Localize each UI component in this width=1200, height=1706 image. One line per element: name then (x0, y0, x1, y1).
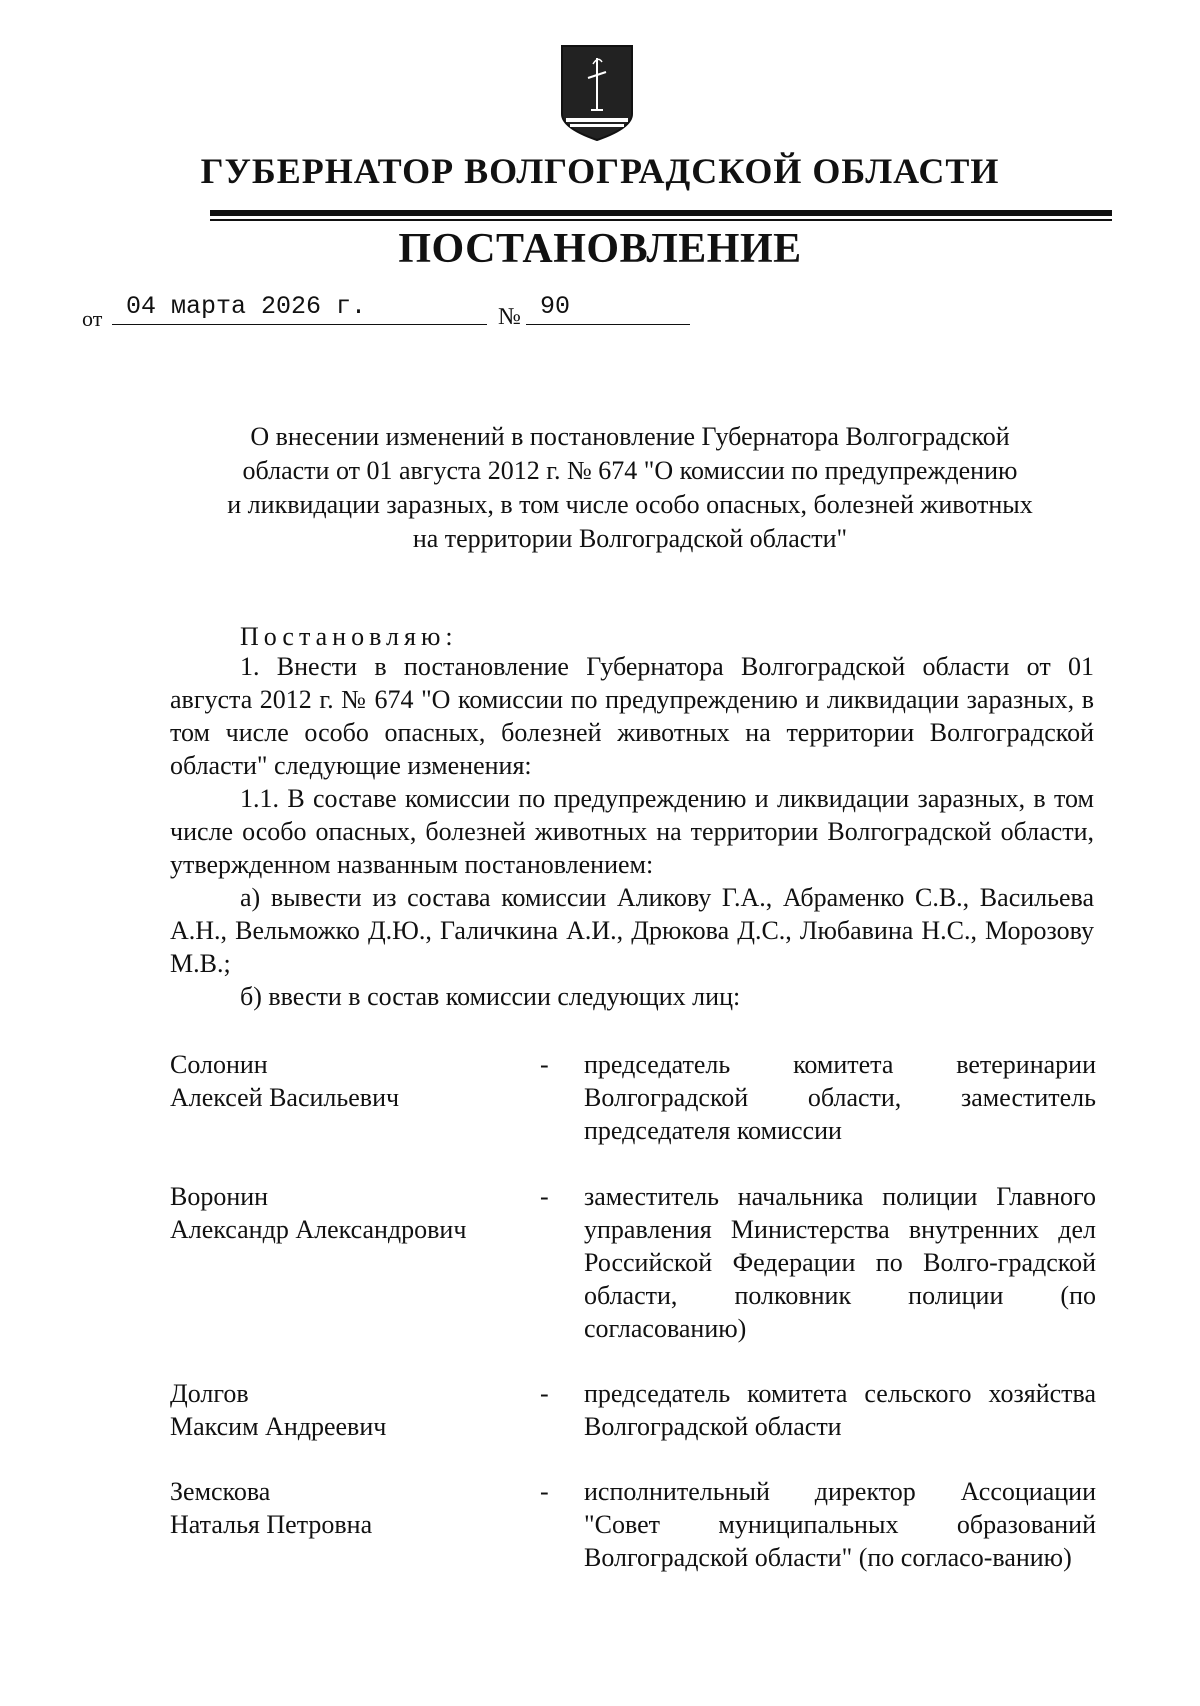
member-given-names: Александр Александрович (170, 1215, 467, 1244)
document-type-title: ПОСТАНОВЛЕНИЕ (398, 226, 802, 272)
paragraph-b: б) ввести в состав комиссии следующих лиц: (240, 982, 741, 1011)
subject-line: О внесении изменений в постановление Губернатора Волгоградской (250, 422, 1010, 451)
member-given-names: Наталья Петровна (170, 1510, 373, 1539)
member-surname: Долгов (170, 1379, 249, 1408)
header-rule-thin (210, 219, 1112, 221)
date-number-line (82, 292, 702, 332)
member-name (170, 1377, 530, 1443)
number-label: № (498, 304, 521, 330)
paragraph-a: а) вывести из состава комиссии Аликову Г.А., Абраменко С.В., Васильева А.Н., Вельможко Д.Ю., Галичкина А.И., Дрюкова Д.С., Любавина Н.С., Морозову М.В.; (170, 883, 1094, 978)
member-surname: Воронин (170, 1182, 269, 1211)
member-position: заместитель начальника полиции Главного управления Министерства внутренних дел Российской Федерации по Волго-градской области, полковник полиции (по согласованию) (584, 1182, 1096, 1343)
subject-line: на территории Волгоградской области" (412, 524, 848, 553)
member-entry (170, 1475, 1096, 1615)
volgograd-region-emblem-icon (560, 44, 634, 142)
member-dash: - (540, 1379, 549, 1408)
subject-line: области от 01 августа 2012 г. № 674 "О комиссии по предупреждению (242, 456, 1018, 485)
date-label: от (82, 306, 103, 331)
authority-title: ГУБЕРНАТОР ВОЛГОГРАДСКОЙ ОБЛАСТИ (200, 151, 1000, 191)
subject-line: и ликвидации заразных, в том числе особо опасных, болезней животных (227, 490, 1033, 519)
member-name (170, 1180, 530, 1246)
paragraph-1: 1. Внести в постановление Губернатора Волгоградской области от 01 августа 2012 г. № 674 "О комиссии по предупреждению и ликвидации заразных, в том числе особо опасных, болезней животных на территории Волгоградской области" следующие изменения: (170, 652, 1094, 780)
document-subject (160, 420, 1100, 556)
member-dash: - (540, 1050, 549, 1079)
member-entry (170, 1377, 1096, 1447)
member-position: председатель комитета сельского хозяйства Волгоградской области (584, 1379, 1096, 1441)
member-entry (170, 1048, 1096, 1148)
member-surname: Солонин (170, 1050, 268, 1079)
member-entry (170, 1180, 1096, 1350)
member-surname: Земскова (170, 1477, 271, 1506)
member-name (170, 1475, 530, 1541)
member-position: председатель комитета ветеринарии Волгоградской области, заместитель председателя комиссии (584, 1050, 1096, 1145)
member-position: исполнительный директор Ассоциации "Совет муниципальных образований Волгоградской области" (по согласо-ванию) (584, 1477, 1096, 1572)
date-value: 04 марта 2026 г. (112, 292, 487, 325)
member-given-names: Алексей Васильевич (170, 1083, 400, 1112)
member-given-names: Максим Андреевич (170, 1412, 387, 1441)
member-dash: - (540, 1182, 549, 1211)
member-dash: - (540, 1477, 549, 1506)
paragraph-1-1: 1.1. В составе комиссии по предупреждению и ликвидации заразных, в том числе особо опасных, болезней животных на территории Волгоградской области, утвержденном названным постановлением: (170, 784, 1094, 879)
member-name (170, 1048, 530, 1114)
decree-word: Постановляю: (240, 622, 458, 651)
number-value: 90 (526, 292, 690, 325)
header-rule-thick (210, 210, 1112, 216)
